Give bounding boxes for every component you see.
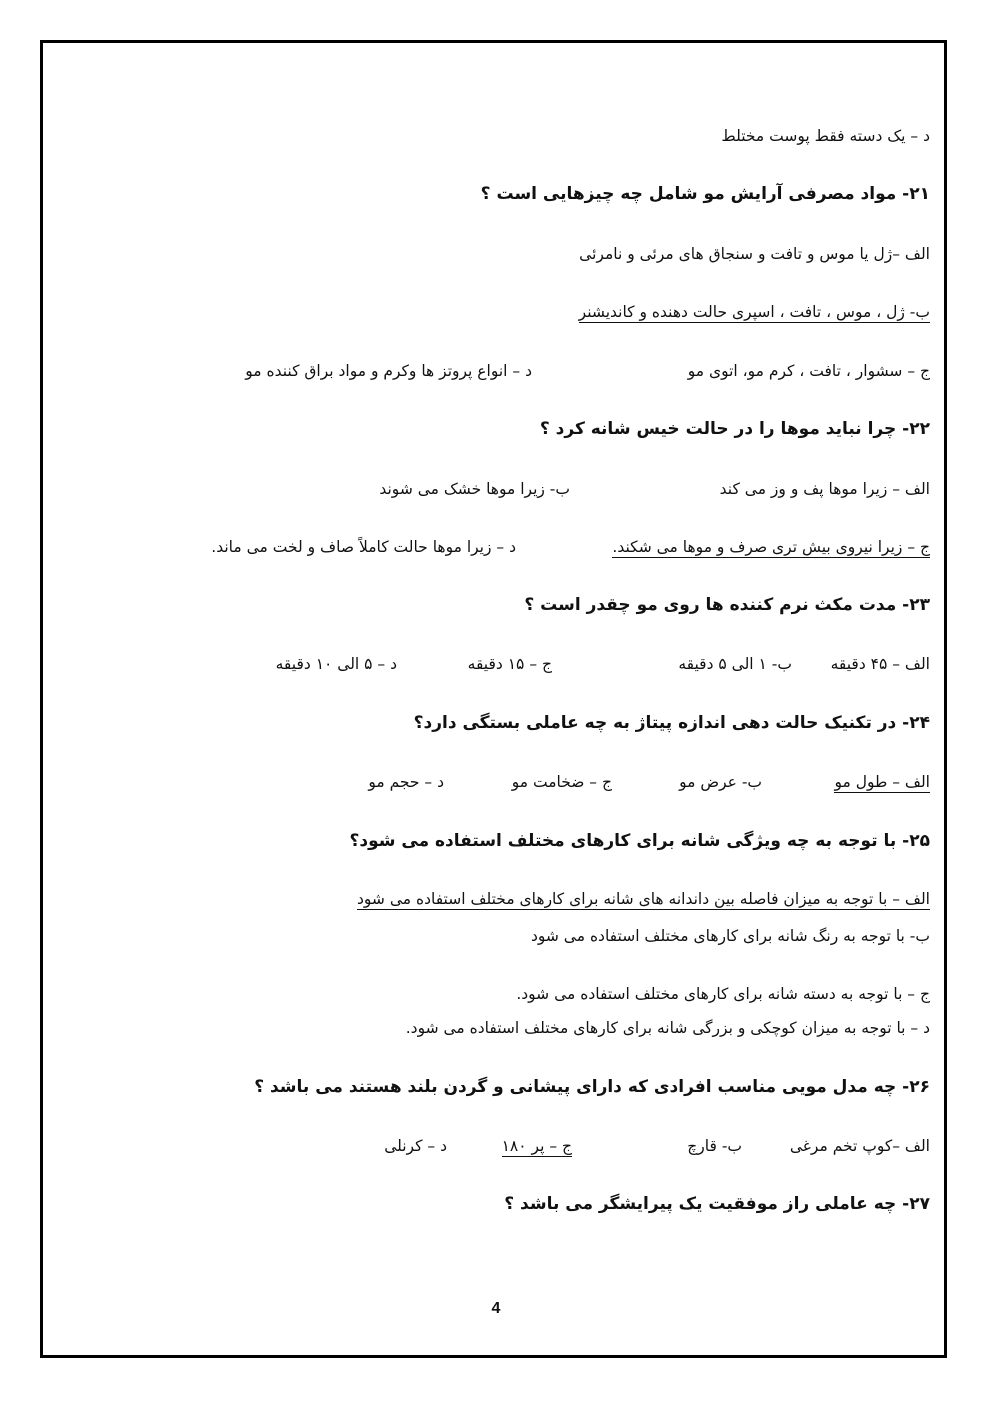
q20-option-d: د – یک دسته فقط پوست مختلط xyxy=(721,127,930,145)
question-25: ۲۵- با توجه به چه ویژگی شانه برای کارهای مختلف استفاده می شود؟ xyxy=(349,831,930,851)
question-22: ۲۲- چرا نباید موها را در حالت خیس شانه کرد ؟ xyxy=(539,419,930,439)
q26-option-c xyxy=(502,1135,572,1157)
q24-option-d: د – حجم مو xyxy=(368,773,444,791)
q25-option-a xyxy=(357,888,930,910)
q23-option-a: الف – ۴۵ دقیقه xyxy=(830,655,930,673)
q26-option-b: ب- قارچ xyxy=(687,1137,742,1155)
q22-option-d: د – زیرا موها حالت کاملاً صاف و لخت می ماند. xyxy=(211,538,516,556)
q22-option-c xyxy=(612,536,930,558)
q21-option-b-text: ب- ژل ، موس ، تافت ، اسپری حالت دهنده و کاندیشنر xyxy=(578,303,930,321)
question-27: ۲۷- چه عاملی راز موفقیت یک پیرایشگر می باشد ؟ xyxy=(504,1194,930,1214)
q24-option-a xyxy=(834,771,930,793)
question-21: ۲۱- مواد مصرفی آرایش مو شامل چه چیزهایی است ؟ xyxy=(480,184,930,204)
q21-option-b xyxy=(579,301,930,323)
q22-option-a: الف – زیرا موها پف و وز می کند xyxy=(719,480,930,498)
question-24: ۲۴- در تکنیک حالت دهی اندازه پیتاژ به چه عاملی بستگی دارد؟ xyxy=(413,713,930,733)
q21-option-a: الف –ژل یا موس و تافت و سنجاق های مرئی و نامرئی xyxy=(579,245,930,263)
q21-option-c: ج – سشوار ، تافت ، کرم مو، اتوی مو xyxy=(687,362,930,380)
q25-option-b: ب- با توجه به رنگ شانه برای کارهای مختلف استفاده می شود xyxy=(530,927,930,945)
question-26: ۲۶- چه مدل مویی مناسب افرادی که دارای پیشانی و گردن بلند هستند می باشد ؟ xyxy=(254,1077,930,1097)
q25-option-c: ج – با توجه به دسته شانه برای کارهای مختلف استفاده می شود. xyxy=(516,985,930,1003)
q23-option-c: ج – ۱۵ دقیقه xyxy=(467,655,552,673)
q26-option-c-text: ج – پر ۱۸۰ xyxy=(501,1137,572,1155)
q24-option-a-text: الف – طول مو xyxy=(834,773,930,791)
q26-option-a: الف –کوپ تخم مرغی xyxy=(789,1137,930,1155)
q21-option-d: د – انواع پروتز ها وکرم و مواد براق کننده مو xyxy=(245,362,532,380)
question-23: ۲۳- مدت مکث نرم کننده ها روی مو چقدر است ؟ xyxy=(524,595,930,615)
page-border xyxy=(40,40,947,1358)
q26-option-d: د – کرنلی xyxy=(384,1137,447,1155)
q24-option-c: ج – ضخامت مو xyxy=(511,773,612,791)
page-number: 4 xyxy=(491,1300,501,1317)
q23-option-d: د – ۵ الی ۱۰ دقیقه xyxy=(275,655,397,673)
q24-option-b: ب- عرض مو xyxy=(679,773,762,791)
q22-option-b: ب- زیرا موها خشک می شوند xyxy=(379,480,570,498)
q25-option-d: د – با توجه به میزان کوچکی و بزرگی شانه برای کارهای مختلف استفاده می شود. xyxy=(405,1019,930,1037)
q23-option-b: ب- ۱ الی ۵ دقیقه xyxy=(678,655,792,673)
q22-option-c-text: ج – زیرا نیروی بیش تری صرف و موها می شکند. xyxy=(612,538,930,556)
q25-option-a-text: الف – با توجه به میزان فاصله بین داندانه های شانه برای کارهای مختلف استفاده می شود xyxy=(357,890,930,908)
